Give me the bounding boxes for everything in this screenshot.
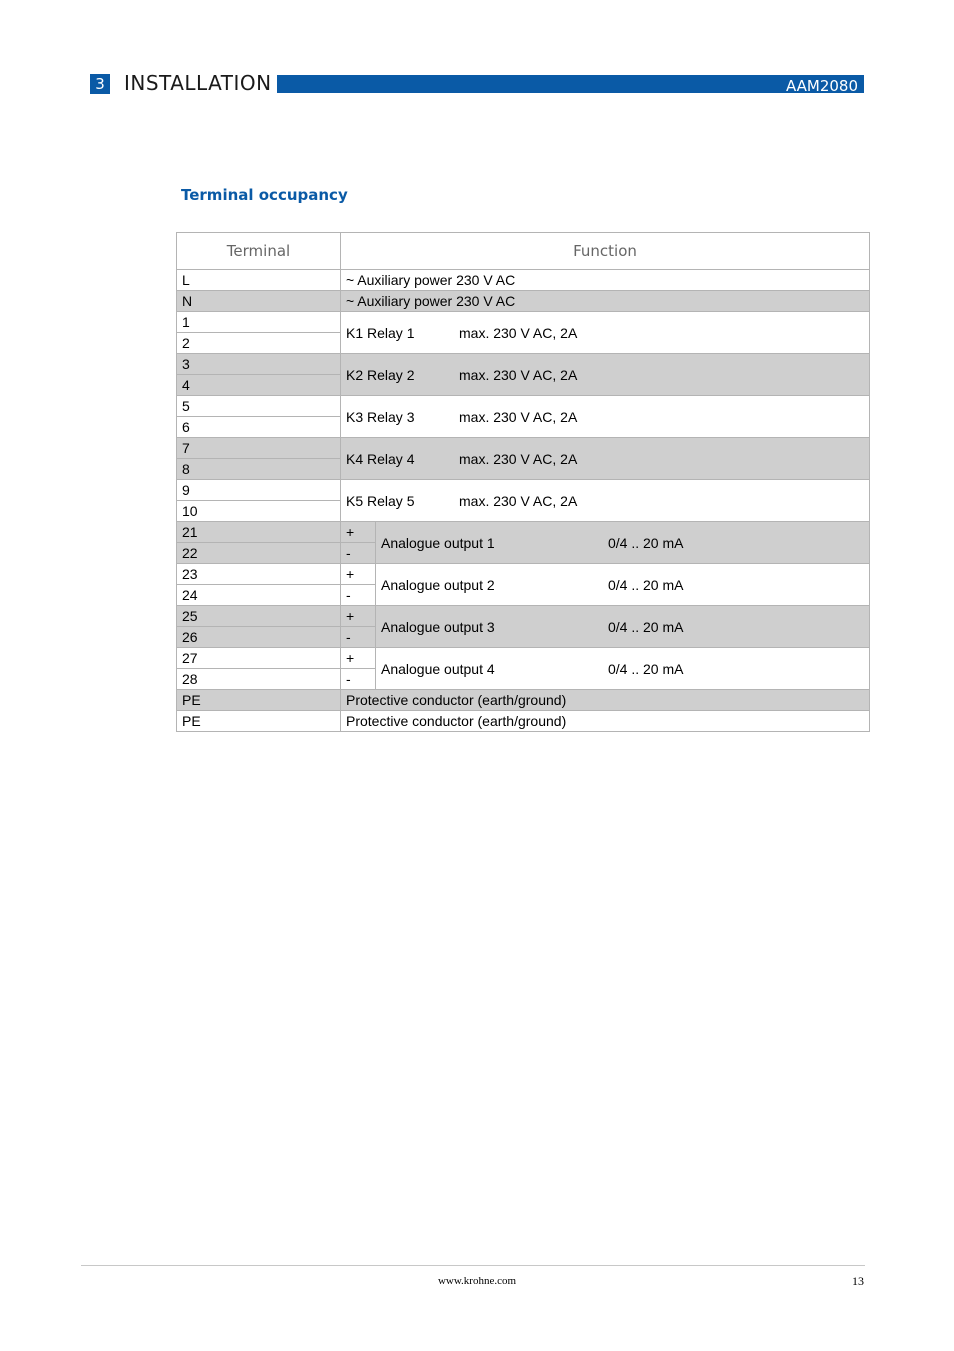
- polarity-cell: -: [341, 585, 376, 606]
- analog-range: 0/4 .. 20 mA: [608, 534, 684, 551]
- function-cell: [376, 564, 870, 606]
- chapter-bar: [277, 75, 864, 93]
- header-function: Function: [341, 233, 870, 270]
- relay-label: K5 Relay 5: [346, 492, 415, 509]
- terminal-cell: 24: [177, 585, 341, 606]
- table-row: [177, 711, 870, 732]
- polarity-cell: +: [341, 648, 376, 669]
- function-cell: [341, 312, 870, 354]
- terminal-cell: 5: [177, 396, 341, 417]
- analog-range: 0/4 .. 20 mA: [608, 618, 684, 635]
- analog-range: 0/4 .. 20 mA: [608, 660, 684, 677]
- terminal-cell: PE: [177, 711, 341, 732]
- terminal-cell: 22: [177, 543, 341, 564]
- table-row: [177, 564, 870, 585]
- function-cell: [341, 438, 870, 480]
- function-cell: [376, 606, 870, 648]
- table-row: [177, 606, 870, 627]
- relay-rating: max. 230 V AC, 2A: [459, 492, 578, 509]
- terminal-cell: 9: [177, 480, 341, 501]
- relay-rating: max. 230 V AC, 2A: [459, 324, 578, 341]
- relay-label: K4 Relay 4: [346, 450, 415, 467]
- terminal-cell: 23: [177, 564, 341, 585]
- table-row: [177, 270, 870, 291]
- table-header-row: [177, 233, 870, 270]
- terminal-cell: 10: [177, 501, 341, 522]
- table-row: [177, 291, 870, 312]
- terminal-cell: 6: [177, 417, 341, 438]
- terminal-cell: 2: [177, 333, 341, 354]
- analog-label: Analogue output 4: [381, 660, 495, 677]
- terminal-cell: 7: [177, 438, 341, 459]
- terminal-cell: 26: [177, 627, 341, 648]
- relay-rating: max. 230 V AC, 2A: [459, 408, 578, 425]
- function-cell: Protective conductor (earth/ground): [341, 711, 870, 732]
- polarity-cell: -: [341, 543, 376, 564]
- table-row: [177, 480, 870, 501]
- analog-label: Analogue output 3: [381, 618, 495, 635]
- footer-divider: [81, 1265, 865, 1266]
- polarity-cell: +: [341, 564, 376, 585]
- terminal-cell: 21: [177, 522, 341, 543]
- footer-url: www.krohne.com: [437, 1275, 517, 1287]
- header-terminal: Terminal: [177, 233, 341, 270]
- polarity-cell: -: [341, 627, 376, 648]
- table-row: [177, 690, 870, 711]
- function-cell: [341, 396, 870, 438]
- chapter-header: [90, 73, 864, 95]
- function-cell: ~ Auxiliary power 230 V AC: [341, 270, 870, 291]
- function-cell: [376, 648, 870, 690]
- section-title: Terminal occupancy: [181, 186, 348, 204]
- table-row: [177, 522, 870, 543]
- function-cell: [376, 522, 870, 564]
- function-cell: [341, 354, 870, 396]
- analog-label: Analogue output 1: [381, 534, 495, 551]
- polarity-cell: +: [341, 606, 376, 627]
- relay-label: K2 Relay 2: [346, 366, 415, 383]
- relay-rating: max. 230 V AC, 2A: [459, 450, 578, 467]
- relay-label: K3 Relay 3: [346, 408, 415, 425]
- analog-label: Analogue output 2: [381, 576, 495, 593]
- function-cell: [341, 480, 870, 522]
- chapter-title: INSTALLATION: [124, 71, 272, 95]
- polarity-cell: -: [341, 669, 376, 690]
- table-row: [177, 312, 870, 333]
- terminal-cell: 27: [177, 648, 341, 669]
- table-row: [177, 648, 870, 669]
- terminal-cell: L: [177, 270, 341, 291]
- function-cell: ~ Auxiliary power 230 V AC: [341, 291, 870, 312]
- relay-rating: max. 230 V AC, 2A: [459, 366, 578, 383]
- terminal-cell: PE: [177, 690, 341, 711]
- terminal-cell: 8: [177, 459, 341, 480]
- page-number: 13: [852, 1274, 864, 1288]
- terminal-cell: 28: [177, 669, 341, 690]
- terminal-occupancy-table: [176, 232, 870, 732]
- analog-range: 0/4 .. 20 mA: [608, 576, 684, 593]
- chapter-number: 3: [90, 74, 110, 94]
- table-row: [177, 354, 870, 375]
- polarity-cell: +: [341, 522, 376, 543]
- table-row: [177, 438, 870, 459]
- terminal-cell: 25: [177, 606, 341, 627]
- function-cell: Protective conductor (earth/ground): [341, 690, 870, 711]
- table-row: [177, 396, 870, 417]
- terminal-cell: 4: [177, 375, 341, 396]
- terminal-cell: N: [177, 291, 341, 312]
- terminal-cell: 3: [177, 354, 341, 375]
- relay-label: K1 Relay 1: [346, 324, 415, 341]
- terminal-cell: 1: [177, 312, 341, 333]
- document-id: AAM2080: [785, 77, 858, 95]
